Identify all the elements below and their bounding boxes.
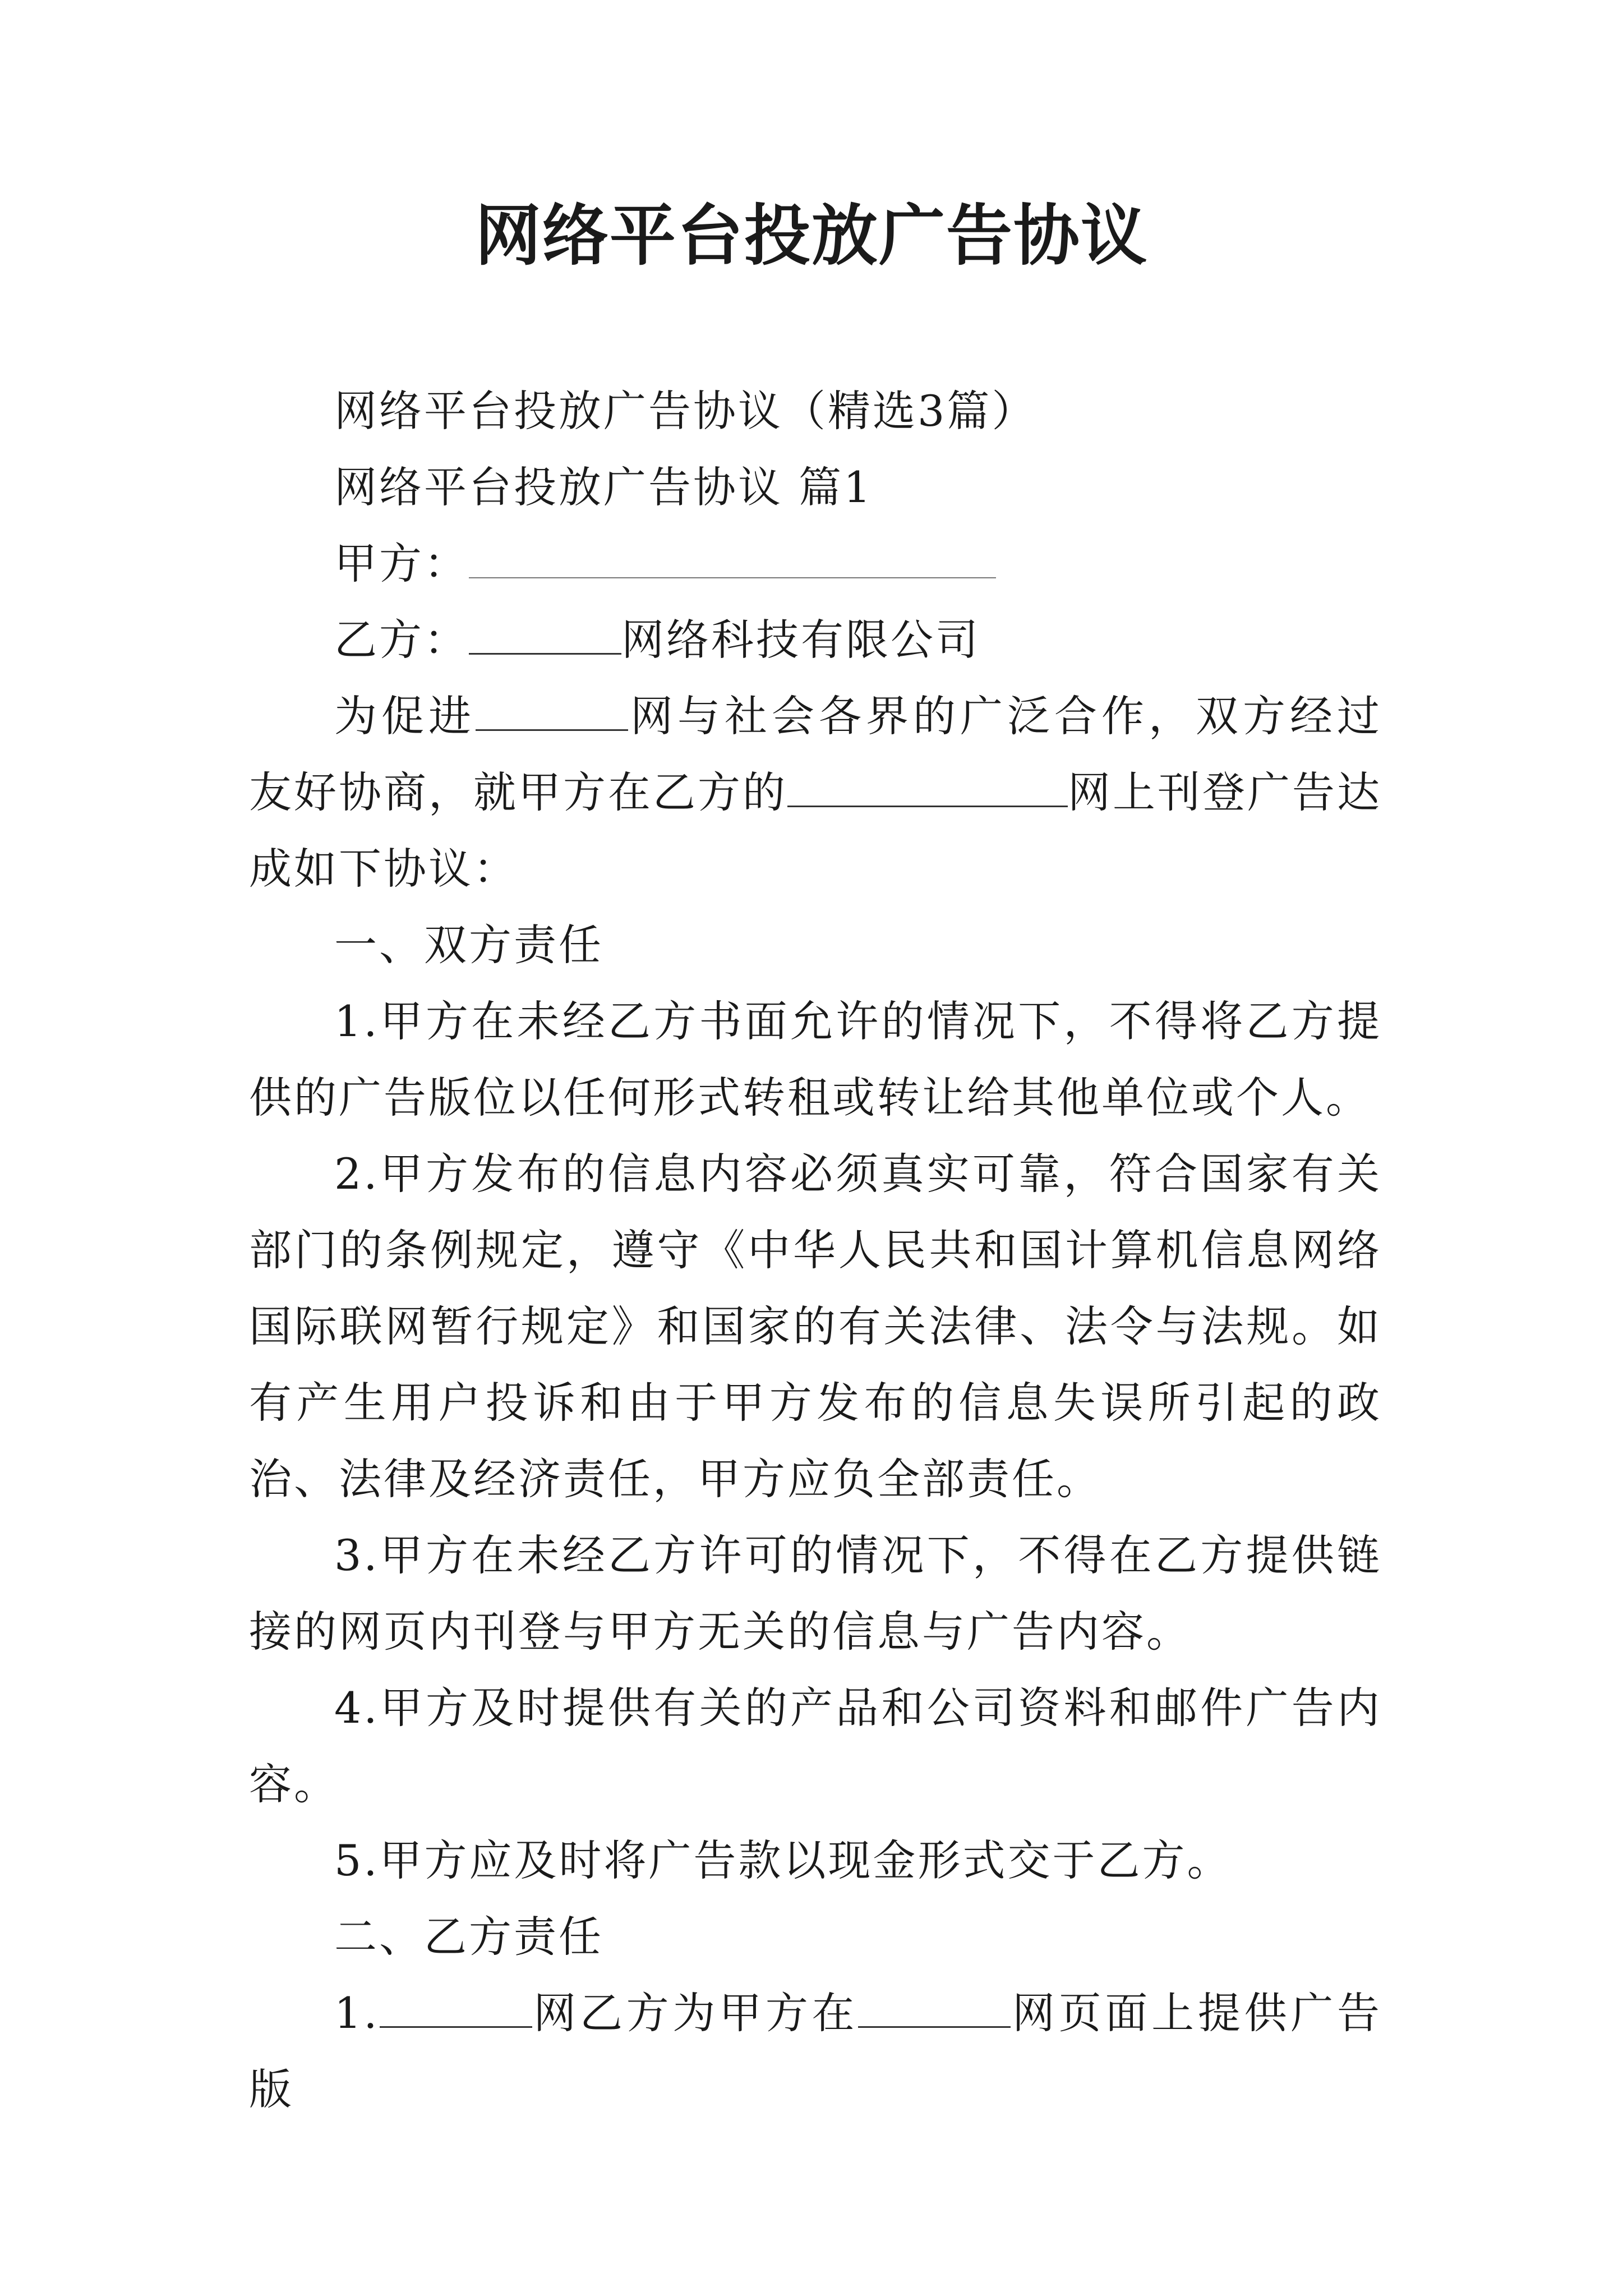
party-b-line	[249, 602, 1382, 678]
clause-2-1-blank-1	[380, 1991, 532, 2028]
clause-2-1-blank-2	[858, 1991, 1011, 2028]
clause-1-3: 3.甲方在未经乙方许可的情况下，不得在乙方提供链接的网页内刊登与甲方无关的信息与广告内容。	[249, 1530, 1382, 1657]
party-b-blank	[469, 618, 621, 655]
party-a-blank	[469, 542, 996, 578]
clause-1-5: 5.甲方应及时将广告款以现金形式交于乙方。	[334, 1835, 1232, 1885]
section-heading: 网络平台投放广告协议 篇1	[334, 462, 873, 512]
clause-1-4: 4.甲方及时提供有关的产品和公司资料和邮件广告内容。	[249, 1683, 1382, 1809]
intro-text-2: 网与社会各界的广泛合作，双方经过友好协商，就甲方在乙方的	[249, 691, 1382, 817]
intro-blank-2	[787, 771, 1068, 807]
document-title: 网络平台投放广告协议	[474, 196, 1148, 274]
clause-2-1	[249, 1975, 1382, 2128]
intro-blank-1	[476, 694, 628, 731]
heading-2: 二、乙方责任	[334, 1912, 603, 1962]
party-a-label: 甲方：	[334, 539, 469, 588]
clause-1-1: 1.甲方在未经乙方书面允许的情况下，不得将乙方提供的广告版位以任何形式转租或转让给其他单位或个人。	[249, 996, 1382, 1122]
party-b-name: 网络科技有限公司	[621, 615, 980, 665]
subtitle: 网络平台投放广告协议（精选3篇）	[334, 386, 1037, 436]
intro-paragraph	[249, 678, 1382, 907]
intro-text-1: 为促进	[334, 691, 476, 741]
clause-2-1-text-3: 网页面上提供广告版	[249, 1988, 1382, 2114]
party-b-label: 乙方：	[334, 615, 469, 665]
clause-2-1-text-1: 1.	[334, 1988, 380, 2038]
clause-1-2: 2.甲方发布的信息内容必须真实可靠，符合国家有关部门的条例规定，遵守《中华人民共和国计算机信息网络国际联网暂行规定》和国家的有关法律、法令与法规。如有产生用户投诉和由于甲方发布的信息失误所引起的政治、法律及经济责任，甲方应负全部责任。	[249, 1149, 1382, 1504]
party-a-line	[249, 526, 1382, 602]
intro-text-3: 网上刊登广告达成如下协议：	[249, 767, 1382, 894]
heading-1: 一、双方责任	[334, 920, 603, 970]
clause-2-1-text-2: 网乙方为甲方在	[532, 1988, 859, 2038]
document-body	[249, 373, 1382, 2128]
